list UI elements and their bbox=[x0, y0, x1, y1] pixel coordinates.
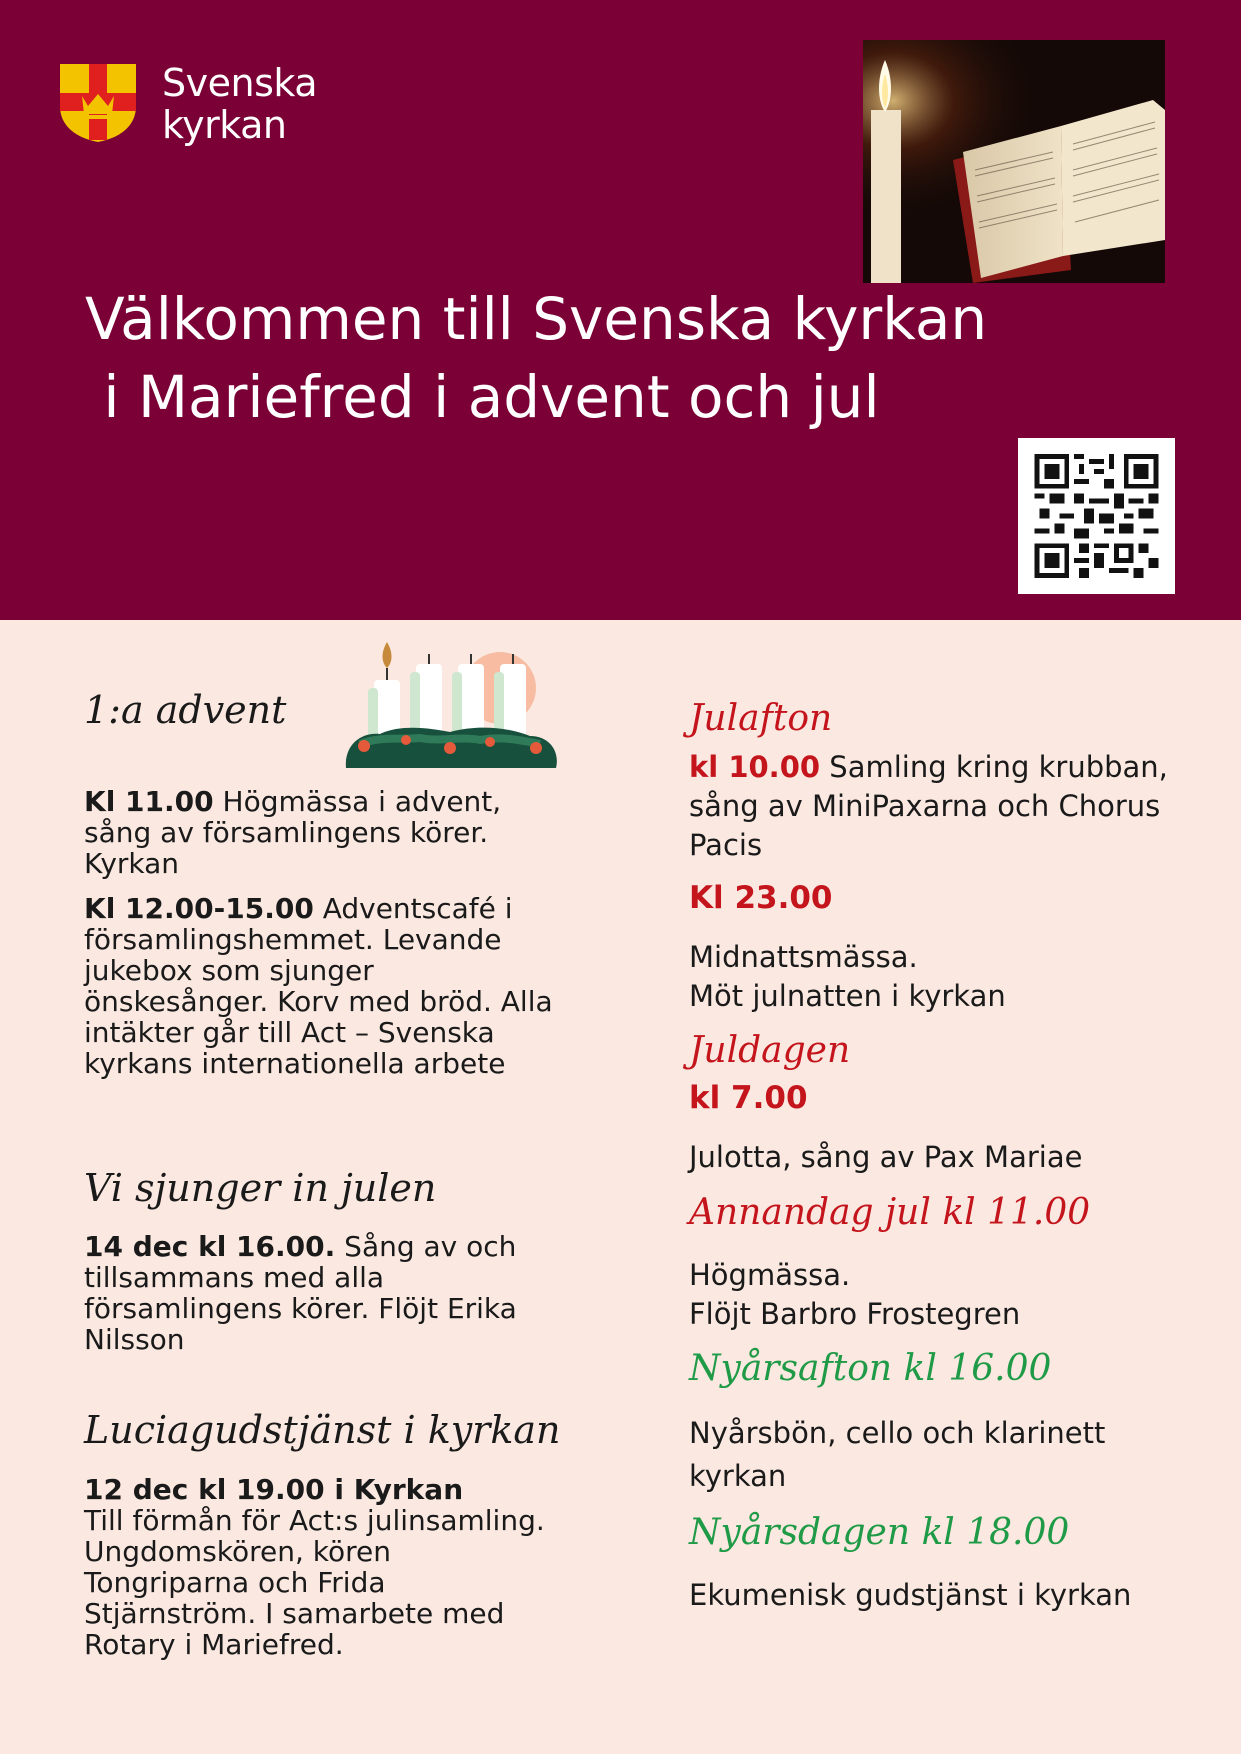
advent-candles-icon bbox=[340, 628, 562, 768]
advent-item-1-time: Kl 11.00 bbox=[84, 785, 214, 818]
page-title bbox=[85, 280, 1045, 436]
section-title-nyarsdagen: Nyårsdagen kl 18.00 bbox=[689, 1512, 1070, 1553]
church-crown-shield-icon bbox=[58, 62, 138, 142]
julafton-text-2a: Midnattsmässa. bbox=[689, 940, 918, 974]
lucia-text: Till förmån för Act:s julinsamling. Ungdomskören, kören Tongriparna och Frida Stjärnström. I samarbete med Rotary i Mariefred. bbox=[84, 1504, 545, 1661]
juldagen-text: Julotta, sång av Pax Mariae bbox=[689, 1140, 1083, 1174]
logo-line2: kyrkan bbox=[162, 103, 287, 147]
advent-item-1-text: Högmässa i advent, sång av församlingens körer. Kyrkan bbox=[84, 785, 502, 880]
advent-item-2-text: Adventscafé i församlingshemmet. Levande jukebox som sjunger önskesånger. Korv med bröd. Alla intäkter går till Act – Svenska kyrkans internationella arbete bbox=[84, 892, 553, 1080]
sing-item bbox=[84, 1231, 534, 1355]
annandag-text-a: Högmässa. bbox=[689, 1258, 851, 1292]
advent-item-2-time: Kl 12.00-15.00 bbox=[84, 892, 314, 925]
julafton-text-1: Samling kring krubban, sång av MiniPaxarna och Chorus Pacis bbox=[689, 750, 1168, 862]
lucia-time-text: 12 dec kl 19.00 i Kyrkan bbox=[84, 1473, 464, 1506]
advent-item-2 bbox=[84, 893, 554, 1079]
lucia-time bbox=[84, 1474, 554, 1505]
nyarsafton-text-b: kyrkan bbox=[689, 1459, 787, 1493]
julafton-time-2: Kl 23.00 bbox=[689, 880, 833, 916]
julafton-item-1 bbox=[689, 748, 1189, 865]
section-title-vi-sjunger: Vi sjunger in julen bbox=[84, 1166, 437, 1210]
section-title-julafton: Julafton bbox=[689, 698, 833, 739]
julafton-text-2b: Möt julnatten i kyrkan bbox=[689, 979, 1006, 1013]
juldagen-time: kl 7.00 bbox=[689, 1080, 808, 1116]
header-band bbox=[0, 0, 1241, 620]
section-title-lucia: Luciagudstjänst i kyrkan bbox=[84, 1408, 561, 1452]
nyarsdagen-text: Ekumenisk gudstjänst i kyrkan bbox=[689, 1578, 1132, 1612]
advent-item-1 bbox=[84, 786, 554, 879]
sing-item-time: 14 dec kl 16.00. bbox=[84, 1230, 336, 1263]
section-title-nyarsafton: Nyårsafton kl 16.00 bbox=[689, 1348, 1052, 1389]
section-title-1a-advent: 1:a advent bbox=[84, 688, 287, 732]
section-title-juldagen: Juldagen bbox=[689, 1030, 851, 1071]
section-title-annandag: Annandag jul kl 11.00 bbox=[689, 1192, 1091, 1233]
annandag-text-b: Flöjt Barbro Frostegren bbox=[689, 1297, 1021, 1331]
logo-text bbox=[162, 62, 317, 146]
julafton-time-1: kl 10.00 bbox=[689, 750, 821, 784]
nyarsafton-text-a: Nyårsbön, cello och klarinett bbox=[689, 1416, 1106, 1450]
headline-line2: i Mariefred i advent och jul bbox=[85, 363, 880, 431]
svenska-kyrkan-logo[interactable] bbox=[58, 62, 348, 146]
headline-line1: Välkommen till Svenska kyrkan bbox=[85, 285, 988, 353]
qr-code-icon bbox=[1034, 454, 1159, 578]
qr-code[interactable] bbox=[1018, 438, 1175, 594]
sing-item-text: Sång av och tillsammans med alla församlingens körer. Flöjt Erika Nilsson bbox=[84, 1230, 517, 1356]
candle-hymnbook-photo bbox=[863, 40, 1165, 283]
logo-line1: Svenska bbox=[162, 61, 317, 105]
